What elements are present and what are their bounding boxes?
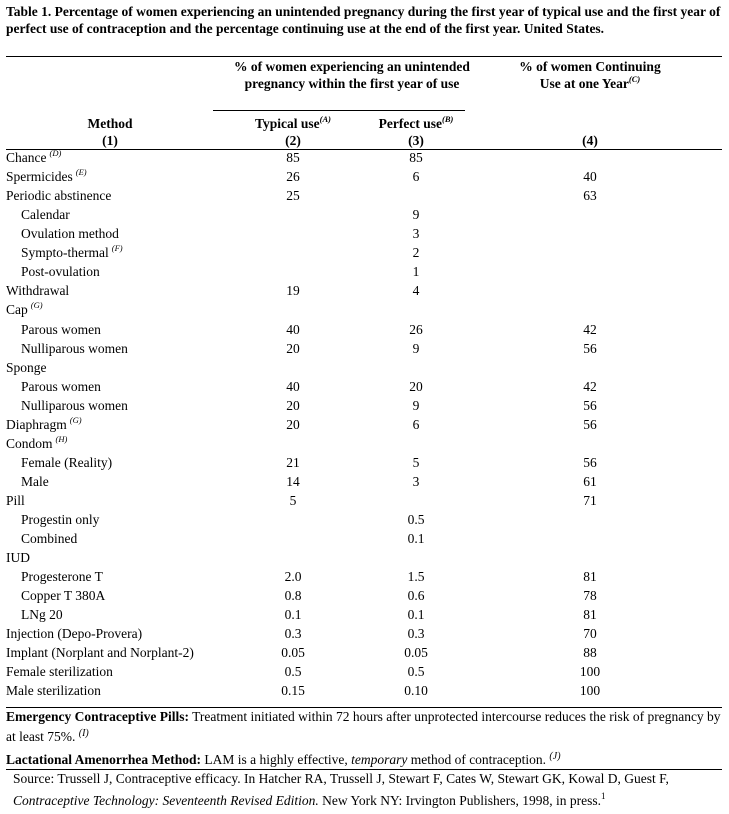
continuing-use-cell: 81 bbox=[583, 607, 597, 623]
perfect-use-cell: 85 bbox=[409, 150, 423, 165]
continuing-use-cell: 40 bbox=[583, 169, 597, 185]
continuing-use-cell: 56 bbox=[583, 454, 597, 470]
perfect-use-cell: 0.1 bbox=[407, 531, 425, 546]
method-cell bbox=[21, 339, 128, 358]
perfect-use-cell: 20 bbox=[409, 378, 423, 394]
method-cell bbox=[21, 529, 77, 548]
table-row bbox=[0, 586, 729, 605]
method-cell bbox=[6, 662, 113, 681]
table-row bbox=[0, 243, 729, 262]
typical-use-cell: 19 bbox=[286, 283, 300, 299]
header-method-label: Method bbox=[87, 116, 133, 131]
table-row bbox=[0, 510, 729, 529]
method-name: Periodic abstinence bbox=[6, 188, 112, 204]
method-cell bbox=[21, 243, 123, 262]
perfect-use-cell: 9 bbox=[412, 207, 420, 223]
method-cell bbox=[21, 262, 100, 281]
continuing-use-cell: 70 bbox=[583, 626, 597, 642]
header-typical-use bbox=[243, 115, 343, 149]
method-cell bbox=[6, 548, 30, 567]
note-lam-emphasis: temporary bbox=[351, 752, 408, 767]
typical-use-cell: 0.5 bbox=[284, 664, 302, 680]
method-cell bbox=[21, 586, 105, 605]
perfect-use-cell: 0.1 bbox=[407, 607, 425, 623]
method-cell bbox=[21, 377, 101, 396]
method-cell bbox=[6, 624, 142, 643]
source-prefix: Source: Trussell J, Contraceptive efficacy. In Hatcher RA, Trussell J, Stewart F, Cates W, Stewart GK, Kowal D, Guest F, bbox=[13, 771, 669, 786]
method-cell bbox=[6, 681, 101, 700]
table-row bbox=[0, 605, 729, 624]
typical-use-cell: 14 bbox=[286, 473, 300, 489]
typical-use-cell: 85 bbox=[286, 150, 300, 165]
typical-use-cell: 20 bbox=[286, 340, 300, 356]
method-cell bbox=[21, 605, 63, 624]
note-ecp-label: Emergency Contraceptive Pills: bbox=[6, 709, 189, 724]
table-row bbox=[0, 396, 729, 415]
table-row bbox=[0, 472, 729, 491]
method-name: Progesterone T bbox=[21, 569, 103, 585]
method-cell bbox=[21, 472, 49, 491]
continuing-use-cell: 81 bbox=[583, 569, 597, 585]
method-name: Male bbox=[21, 473, 49, 489]
table-row bbox=[0, 205, 729, 224]
perfect-use-cell: 26 bbox=[409, 321, 423, 337]
header-group-rule bbox=[213, 110, 465, 111]
table-row bbox=[0, 643, 729, 662]
table-row bbox=[0, 377, 729, 396]
method-name: Nulliparous women bbox=[21, 397, 128, 413]
method-cell bbox=[6, 643, 194, 662]
typical-use-cell: 5 bbox=[289, 492, 297, 508]
method-name: Injection (Depo-Provera) bbox=[6, 626, 143, 642]
table-row bbox=[0, 567, 729, 586]
method-name: Male sterilization bbox=[6, 683, 101, 699]
header-continuing-label: % of women Continuing Use at one Year bbox=[519, 59, 661, 91]
method-name: Sympto-thermal bbox=[21, 245, 109, 261]
table-row bbox=[0, 320, 729, 339]
perfect-use-cell: 3 bbox=[412, 473, 420, 489]
continuing-use-cell: 71 bbox=[583, 492, 597, 508]
method-name: Diaphragm bbox=[6, 416, 67, 432]
table-caption: Table 1. Percentage of women experiencing an unintended pregnancy during the first year of typical use and the first year of perfect use of contraception and the percentage continuing use at the end of the first year. United States. bbox=[6, 4, 721, 36]
method-name: Condom bbox=[6, 435, 53, 451]
method-footnote-marker: (G) bbox=[69, 414, 82, 425]
perfect-use-cell: 2 bbox=[412, 245, 420, 261]
source-book-title: Contraceptive Technology: Seventeenth Revised Edition. bbox=[13, 793, 319, 808]
table-row bbox=[0, 358, 729, 377]
method-cell bbox=[6, 491, 25, 510]
typical-use-cell: 0.1 bbox=[284, 607, 302, 623]
header-typical-sup: (A) bbox=[319, 114, 331, 124]
typical-use-cell: 40 bbox=[286, 321, 300, 337]
method-name: Copper T 380A bbox=[21, 588, 106, 604]
continuing-use-cell: 100 bbox=[579, 664, 601, 680]
table-row bbox=[0, 300, 729, 319]
method-name: Cap bbox=[6, 302, 28, 318]
method-name: Implant (Norplant and Norplant-2) bbox=[6, 645, 194, 661]
method-cell bbox=[6, 300, 43, 319]
table-row bbox=[0, 148, 729, 167]
table-row bbox=[0, 529, 729, 548]
note-emergency-contraceptive-pills bbox=[6, 707, 722, 747]
perfect-use-cell: 9 bbox=[412, 340, 420, 356]
method-cell bbox=[6, 186, 111, 205]
perfect-use-cell: 1 bbox=[412, 264, 420, 280]
table-row bbox=[0, 224, 729, 243]
table-row bbox=[0, 624, 729, 643]
note-lam-text-2: method of contraception. bbox=[410, 752, 547, 767]
perfect-use-cell: 0.5 bbox=[407, 511, 425, 527]
perfect-use-cell: 9 bbox=[412, 397, 420, 413]
continuing-use-cell: 63 bbox=[583, 188, 597, 204]
method-name: Withdrawal bbox=[6, 283, 70, 299]
source-citation bbox=[13, 768, 718, 812]
typical-use-cell: 0.8 bbox=[284, 588, 302, 604]
note-ecp-sup: (I) bbox=[78, 728, 89, 739]
perfect-use-cell: 1.5 bbox=[407, 569, 425, 585]
method-name: Female sterilization bbox=[6, 664, 113, 680]
method-footnote-marker: (D) bbox=[49, 148, 62, 158]
continuing-use-cell: 78 bbox=[583, 588, 597, 604]
typical-use-cell: 25 bbox=[286, 188, 300, 204]
method-name: IUD bbox=[6, 550, 30, 565]
method-name: Female (Reality) bbox=[21, 454, 113, 470]
header-perfect-sup: (B) bbox=[442, 114, 454, 124]
method-cell bbox=[6, 358, 47, 377]
table-row bbox=[0, 548, 729, 567]
continuing-use-cell: 61 bbox=[583, 473, 597, 489]
continuing-use-cell: 56 bbox=[583, 416, 597, 432]
source-footnote-marker: 1 bbox=[601, 791, 606, 801]
table-row bbox=[0, 491, 729, 510]
continuing-use-cell: 100 bbox=[579, 683, 601, 699]
method-footnote-marker: (H) bbox=[55, 433, 68, 444]
header-perfect-number: (3) bbox=[408, 133, 424, 148]
continuing-use-cell: 42 bbox=[583, 321, 597, 337]
method-name: Ovulation method bbox=[21, 226, 119, 242]
method-name: Post-ovulation bbox=[21, 264, 100, 280]
method-footnote-marker: (G) bbox=[30, 300, 43, 311]
table-row bbox=[0, 434, 729, 453]
method-cell bbox=[21, 567, 103, 586]
header-method bbox=[60, 115, 160, 149]
header-perfect-use bbox=[366, 115, 466, 149]
method-cell bbox=[6, 434, 67, 453]
method-cell bbox=[21, 453, 112, 472]
method-name: Calendar bbox=[21, 207, 70, 223]
table-row bbox=[0, 281, 729, 300]
continuing-use-cell: 42 bbox=[583, 378, 597, 394]
header-unintended-pregnancy: % of women experiencing an unintended pregnancy within the first year of use bbox=[234, 59, 470, 91]
method-name: Sponge bbox=[6, 359, 47, 375]
header-typical-label: Typical use bbox=[255, 116, 320, 131]
continuing-use-cell: 88 bbox=[583, 645, 597, 661]
continuing-use-cell: 56 bbox=[583, 397, 597, 413]
method-name: Chance bbox=[6, 150, 47, 165]
typical-use-cell: 0.3 bbox=[284, 626, 302, 642]
header-continuing-sup: (C) bbox=[628, 74, 641, 84]
table-row bbox=[0, 262, 729, 281]
perfect-use-cell: 3 bbox=[412, 226, 420, 242]
continuing-use-cell: 56 bbox=[583, 340, 597, 356]
table-row bbox=[0, 186, 729, 205]
note-lam-label: Lactational Amenorrhea Method: bbox=[6, 752, 201, 767]
source-suffix: New York NY: Irvington Publishers, 1998, in press. bbox=[322, 793, 602, 808]
table-row bbox=[0, 415, 729, 434]
typical-use-cell: 20 bbox=[286, 397, 300, 413]
method-name: LNg 20 bbox=[21, 607, 63, 623]
table-row bbox=[0, 681, 729, 700]
method-name: Parous women bbox=[21, 378, 101, 394]
typical-use-cell: 20 bbox=[286, 416, 300, 432]
perfect-use-cell: 0.3 bbox=[407, 626, 425, 642]
header-perfect-label: Perfect use bbox=[378, 116, 442, 131]
method-name: Pill bbox=[6, 492, 25, 508]
typical-use-cell: 2.0 bbox=[284, 569, 302, 585]
method-name: Nulliparous women bbox=[21, 340, 128, 356]
header-continuing-use bbox=[510, 58, 670, 92]
perfect-use-cell: 0.05 bbox=[404, 645, 428, 661]
table-row bbox=[0, 167, 729, 186]
method-cell bbox=[21, 510, 99, 529]
perfect-use-cell: 0.6 bbox=[407, 588, 425, 604]
typical-use-cell: 21 bbox=[286, 454, 300, 470]
top-rule bbox=[6, 56, 722, 57]
header-typical-number: (2) bbox=[285, 133, 301, 148]
method-cell bbox=[6, 148, 61, 167]
note-lactational-amenorrhea bbox=[6, 750, 722, 770]
method-cell bbox=[21, 224, 119, 243]
note-ecp-text: Treatment initiated within 72 hours after unprotected intercourse reduces the risk of pregnancy by at least 75%. bbox=[6, 709, 721, 744]
method-cell bbox=[21, 320, 101, 339]
perfect-use-cell: 0.5 bbox=[407, 664, 425, 680]
header-method-number: (1) bbox=[102, 133, 118, 148]
perfect-use-cell: 6 bbox=[412, 416, 420, 432]
typical-use-cell: 40 bbox=[286, 378, 300, 394]
perfect-use-cell: 6 bbox=[412, 169, 420, 185]
method-name: Parous women bbox=[21, 321, 101, 337]
method-cell bbox=[21, 205, 70, 224]
method-footnote-marker: (F) bbox=[111, 243, 123, 254]
note-lam-text-1: LAM is a highly effective, bbox=[204, 752, 348, 767]
table-row bbox=[0, 453, 729, 472]
perfect-use-cell: 0.10 bbox=[404, 683, 428, 699]
method-name: Combined bbox=[21, 531, 78, 546]
method-cell bbox=[6, 167, 87, 186]
perfect-use-cell: 4 bbox=[412, 283, 420, 299]
typical-use-cell: 26 bbox=[286, 169, 300, 185]
method-name: Progestin only bbox=[21, 511, 100, 527]
method-cell bbox=[6, 281, 69, 300]
header-continuing-number: (4) bbox=[582, 133, 598, 148]
note-lam-sup: (J) bbox=[549, 751, 561, 762]
method-cell bbox=[21, 396, 128, 415]
table-row bbox=[0, 339, 729, 358]
table-row bbox=[0, 662, 729, 681]
typical-use-cell: 0.05 bbox=[281, 645, 305, 661]
method-cell bbox=[6, 415, 82, 434]
method-footnote-marker: (E) bbox=[75, 167, 87, 178]
method-name: Spermicides bbox=[6, 169, 73, 185]
perfect-use-cell: 5 bbox=[412, 454, 420, 470]
typical-use-cell: 0.15 bbox=[281, 683, 305, 699]
